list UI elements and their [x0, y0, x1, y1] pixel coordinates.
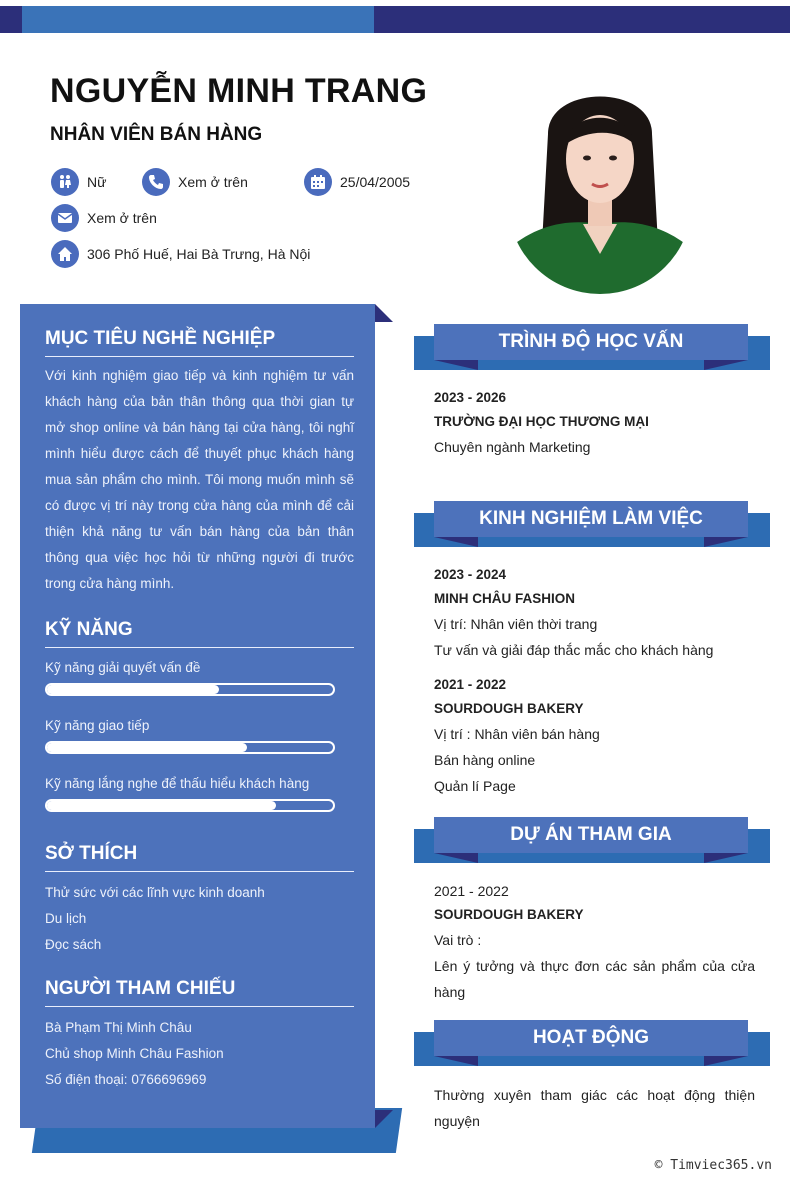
- phone-icon: [142, 168, 170, 196]
- project-name: SOURDOUGH BAKERY: [434, 907, 584, 922]
- education-ribbon: [414, 324, 770, 360]
- skill-bar: [45, 741, 335, 754]
- job-detail: Vị trí: Nhân viên thời trang: [434, 616, 598, 632]
- left-panel-fold-bottom: [375, 1110, 393, 1128]
- skill-item: [45, 718, 354, 754]
- gender-info: [51, 168, 106, 196]
- job-detail: Quản lí Page: [434, 778, 516, 794]
- job-detail: Tư vấn và giải đáp thắc mắc cho khách hàng: [434, 642, 714, 658]
- birthdate-info: [304, 168, 410, 196]
- job-detail: Vị trí : Nhân viên bán hàng: [434, 726, 600, 742]
- objective-text: Với kinh nghiệm giao tiếp và kinh nghiệm tư vấn khách hàng của bản thân thông qua thời gian tự mở shop online và bán hàng tại cửa hàng, tôi nghĩ mình hiểu được cách để thuyết phục khách hàng mua sản phẩm cho mình. Tôi mong muốn mình sẽ có được vị trí này trong cửa hàng của mình để cải thiện khả năng tư vấn bán hàng của bản thân thông qua việc học hỏi từ những người đi trước trong cửa hàng mình.: [45, 368, 354, 591]
- left-panel-fold-top: [375, 304, 393, 322]
- education-section: [434, 386, 755, 460]
- email-info: [51, 204, 157, 232]
- reference-title: NGƯỜI THAM CHIẾU: [45, 978, 354, 1007]
- phone-value: Xem ở trên: [178, 174, 248, 190]
- education-school: TRƯỜNG ĐẠI HỌC THƯƠNG MẠI: [434, 414, 649, 429]
- birthdate-value: 25/04/2005: [340, 174, 411, 190]
- skill-bar: [45, 799, 335, 812]
- profile-photo: [508, 74, 692, 294]
- email-value: Xem ở trên: [87, 210, 157, 226]
- reference-section: [45, 978, 354, 1093]
- job-entry: [434, 673, 755, 799]
- gender-value: Nữ: [87, 174, 107, 190]
- footer-watermark: © Timviec365.vn: [654, 1158, 772, 1173]
- email-icon: [51, 204, 79, 232]
- activities-section: [434, 1082, 755, 1134]
- hobby-item: Du lịch: [45, 911, 87, 926]
- job-detail: Bán hàng online: [434, 752, 536, 768]
- job-title: NHÂN VIÊN BÁN HÀNG: [50, 124, 263, 145]
- skills-section: [45, 619, 354, 812]
- calendar-icon: [304, 168, 332, 196]
- experience-ribbon: [414, 501, 770, 537]
- hobby-item: Đọc sách: [45, 937, 102, 952]
- skill-item: [45, 660, 354, 696]
- hobbies-title: SỞ THÍCH: [45, 843, 354, 872]
- skill-level: [47, 801, 276, 810]
- education-major: Chuyên ngành Marketing: [434, 439, 591, 455]
- education-period: 2023 - 2026: [434, 390, 507, 405]
- projects-section: [434, 879, 755, 1005]
- experience-title: KINH NGHIỆM LÀM VIỆC: [434, 501, 748, 537]
- job-entry: [434, 563, 755, 663]
- skill-label: Kỹ năng giải quyết vấn đề: [45, 660, 201, 675]
- skill-item: [45, 776, 354, 812]
- project-period: 2021 - 2022: [434, 883, 509, 899]
- job-period: 2021 - 2022: [434, 677, 507, 692]
- reference-phone: Số điện thoại: 0766696969: [45, 1072, 207, 1087]
- skill-bar: [45, 683, 335, 696]
- reference-role: Chủ shop Minh Châu Fashion: [45, 1046, 224, 1061]
- skill-level: [47, 685, 219, 694]
- candidate-name: NGUYỄN MINH TRANG: [50, 72, 428, 110]
- education-title: TRÌNH ĐỘ HỌC VẤN: [434, 324, 748, 360]
- phone-info: [142, 168, 248, 196]
- skill-level: [47, 743, 247, 752]
- hobbies-section: [45, 843, 354, 958]
- skill-label: Kỹ năng lắng nghe để thấu hiểu khách hàng: [45, 776, 310, 791]
- objective-section: [45, 328, 354, 597]
- top-bar-accent: [22, 6, 374, 33]
- gender-icon: [51, 168, 79, 196]
- reference-name: Bà Phạm Thị Minh Châu: [45, 1020, 192, 1035]
- activities-text: Thường xuyên tham giác các hoạt động thiện nguyện: [434, 1087, 755, 1129]
- skill-label: Kỹ năng giao tiếp: [45, 718, 150, 733]
- hobby-item: Thử sức với các lĩnh vực kinh doanh: [45, 885, 265, 900]
- experience-section: [434, 563, 755, 799]
- projects-ribbon: [414, 817, 770, 853]
- activities-ribbon: [414, 1020, 770, 1056]
- home-icon: [51, 240, 79, 268]
- job-period: 2023 - 2024: [434, 567, 507, 582]
- project-desc: Lên ý tưởng và thực đơn các sản phẩm của cửa hàng: [434, 958, 755, 1000]
- job-company: MINH CHÂU FASHION: [434, 591, 575, 606]
- address-info: [51, 240, 310, 268]
- skills-title: KỸ NĂNG: [45, 619, 354, 648]
- project-role: Vai trò :: [434, 932, 482, 948]
- projects-title: DỰ ÁN THAM GIA: [434, 817, 748, 853]
- objective-title: MỤC TIÊU NGHỀ NGHIỆP: [45, 328, 354, 357]
- address-value: 306 Phố Huế, Hai Bà Trưng, Hà Nội: [87, 246, 311, 262]
- job-company: SOURDOUGH BAKERY: [434, 701, 584, 716]
- activities-title: HOẠT ĐỘNG: [434, 1020, 748, 1056]
